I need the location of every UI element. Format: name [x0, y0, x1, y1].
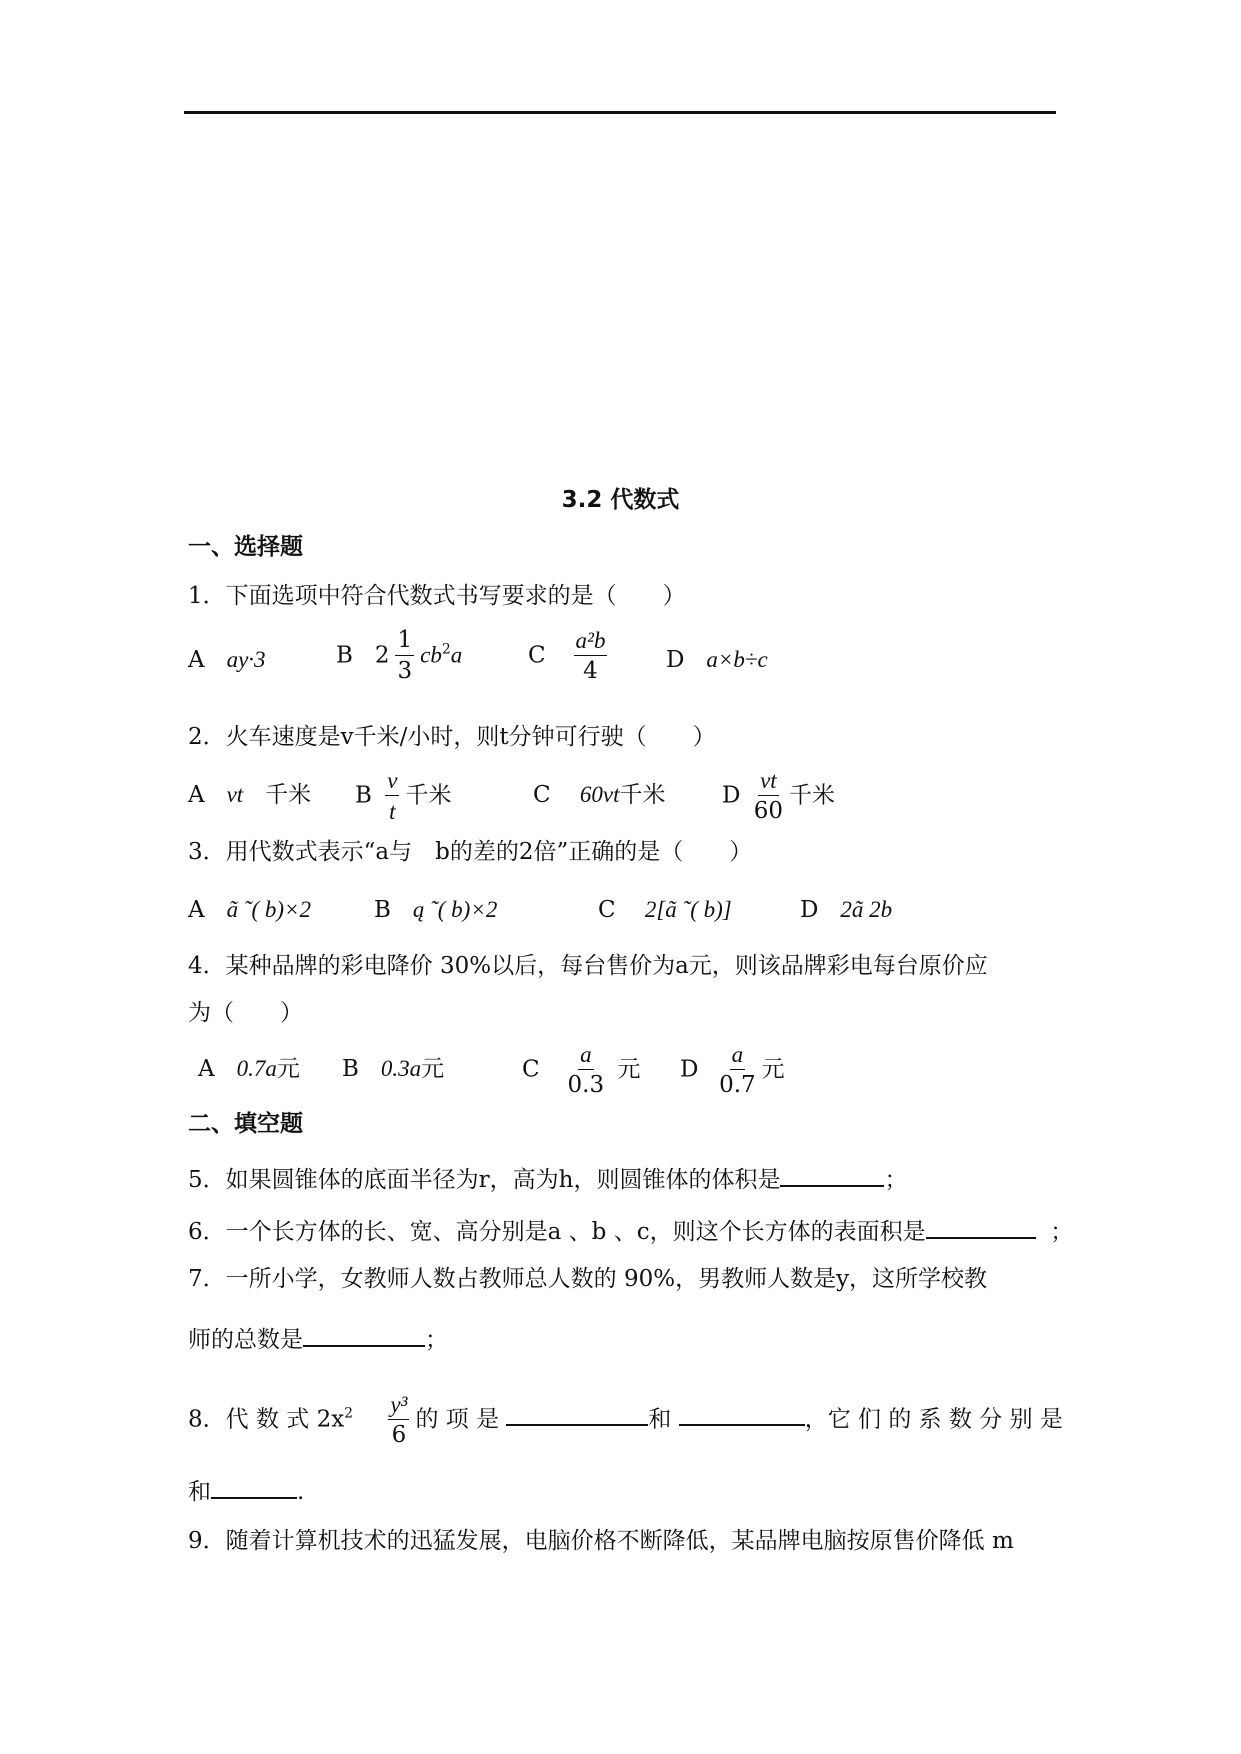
q3-stem: 3．用代数式表示“a与 b的差的2倍”正确的是（ ） — [188, 839, 753, 865]
option-letter: A — [188, 647, 205, 673]
q5 — [188, 1165, 907, 1192]
q8-prefix: 8．代 数 式 2x — [188, 1406, 345, 1433]
unit-label: 千米 — [405, 782, 452, 809]
option-letter: D — [800, 897, 819, 923]
q4-c-fraction: $\frac{a}{0.3}$ — [567, 1042, 605, 1099]
q6 — [188, 1217, 1073, 1244]
page-title: 3.2 代数式 — [561, 487, 680, 513]
option-letter: B — [336, 642, 353, 669]
unit-label: 千米 — [265, 782, 312, 808]
option-letter: D — [722, 782, 741, 809]
q3-d-expr: 2ã 2b — [840, 897, 893, 922]
q2-option-c — [533, 783, 665, 807]
q3-option-a — [188, 898, 311, 922]
unit-label: 元 — [276, 1056, 300, 1082]
q1-option-b: B 2 $\frac{1}{3}$ $cb^2a$ — [336, 627, 463, 685]
q1-b-fraction: $\frac{1}{3}$ — [397, 627, 413, 685]
q4-d-fraction: $\frac{a}{0.7}$ — [719, 1042, 756, 1099]
punct: ； — [425, 1327, 448, 1353]
q7-line1: 7．一所小学，女教师人数占教师总人数的 90%，男教师人数是y，这所学校教 — [188, 1266, 988, 1292]
q1-a-expr: ay·3 — [226, 647, 266, 672]
q3-option-d — [800, 898, 892, 922]
q1-option-a — [188, 648, 266, 672]
q2-option-d — [722, 768, 835, 825]
exponent: 2 — [344, 1405, 354, 1422]
q5-answer-blank[interactable] — [780, 1165, 884, 1187]
option-letter: C — [598, 897, 616, 923]
q8-answer-blank-3[interactable] — [211, 1477, 297, 1499]
option-letter: B — [355, 782, 372, 809]
q6-answer-blank[interactable] — [926, 1217, 1036, 1239]
section-heading-fill: 二、填空题 — [188, 1111, 303, 1137]
q8-answer-blank-2[interactable] — [679, 1404, 805, 1426]
q1-stem: 1．下面选项中符合代数式书写要求的是（ ） — [188, 583, 686, 609]
q8-mid: 的 项 是 — [415, 1406, 500, 1433]
option-letter: A — [188, 897, 205, 923]
q8-tail: ，它 们 的 系 数 分 别 是 — [804, 1406, 1063, 1433]
option-letter: C — [533, 782, 551, 808]
q3-option-b — [374, 898, 497, 922]
option-letter: D — [680, 1056, 699, 1083]
q4-option-d — [680, 1042, 785, 1099]
q2-option-a — [188, 783, 311, 807]
option-letter: D — [666, 647, 685, 673]
q4-a-expr: 0.7a — [236, 1056, 277, 1081]
q2-c-expr: 60vt — [579, 782, 620, 807]
option-letter: A — [188, 782, 205, 808]
q6-text: 6．一个长方体的长、宽、高分别是a 、b 、c，则这个长方体的表面积是 — [188, 1219, 926, 1245]
punct: ； — [1050, 1219, 1074, 1245]
q7-line2 — [188, 1325, 448, 1352]
option-letter: B — [342, 1056, 359, 1082]
q7-text: 师的总数是 — [188, 1327, 303, 1353]
q2-stem: 2．火车速度是v千米/小时，则t分钟可行驶（ ） — [188, 724, 716, 750]
q7-answer-blank[interactable] — [303, 1325, 425, 1347]
option-letter: C — [528, 642, 546, 669]
q3-a-expr: ã ˜( b)×2 — [226, 897, 312, 922]
unit-label: 元 — [421, 1056, 445, 1082]
q4-option-a — [198, 1057, 300, 1081]
punct: ； — [884, 1167, 908, 1193]
q1-b-tail: cb — [420, 642, 442, 668]
option-letter: C — [522, 1056, 540, 1083]
q4-option-b — [342, 1057, 444, 1081]
header-rule — [184, 111, 1056, 114]
q4-b-expr: 0.3a — [380, 1056, 422, 1081]
q8-line1 — [188, 1392, 1063, 1449]
q2-d-fraction: $\frac{vt}{60}$ — [753, 768, 784, 825]
q5-text: 5．如果圆锥体的底面半径为r，高为h，则圆锥体的体积是 — [188, 1167, 781, 1193]
q8-answer-blank-1[interactable] — [506, 1404, 648, 1426]
q4-option-c — [522, 1042, 640, 1099]
unit-label: 元 — [761, 1056, 785, 1083]
q1-d-expr: a×b÷c — [706, 647, 768, 672]
option-letter: B — [374, 897, 391, 923]
q3-b-expr: ą ˜( b)×2 — [412, 897, 498, 922]
q1-b-whole: 2 — [374, 642, 390, 669]
q3-c-expr: 2[ã ˜( b)] — [644, 897, 732, 922]
unit-label: 千米 — [619, 782, 666, 808]
punct: . — [297, 1479, 305, 1505]
unit-label: 千米 — [789, 782, 836, 809]
section-heading-choice: 一、选择题 — [188, 534, 303, 560]
q8-and: 和 — [188, 1479, 211, 1505]
q4-stem-line1: 4．某种品牌的彩电降价 30%以后，每台售价为a元，则该品牌彩电每台原价应 — [188, 953, 988, 979]
option-letter: A — [198, 1056, 215, 1082]
q4-stem-line2: 为（ ） — [188, 1000, 303, 1026]
q1-option-c — [528, 628, 613, 685]
q9-line1: 9．随着计算机技术的迅猛发展，电脑价格不断降低，某品牌电脑按原售价降低 m — [188, 1528, 1014, 1554]
q2-option-b — [355, 768, 451, 825]
q2-b-fraction: $\frac{v}{t}$ — [387, 768, 398, 825]
q8-fraction: $\frac{\text{y³}}{6}$ — [390, 1392, 408, 1449]
q8-and: 和 — [648, 1406, 672, 1433]
q8-line2 — [188, 1477, 304, 1504]
q1-option-d — [666, 648, 768, 672]
unit-label: 元 — [617, 1056, 641, 1083]
q3-option-c — [598, 898, 732, 922]
q2-a-expr: vt — [226, 782, 244, 807]
q1-c-fraction: $\frac{\text{a²b}}{4}$ — [575, 628, 606, 685]
